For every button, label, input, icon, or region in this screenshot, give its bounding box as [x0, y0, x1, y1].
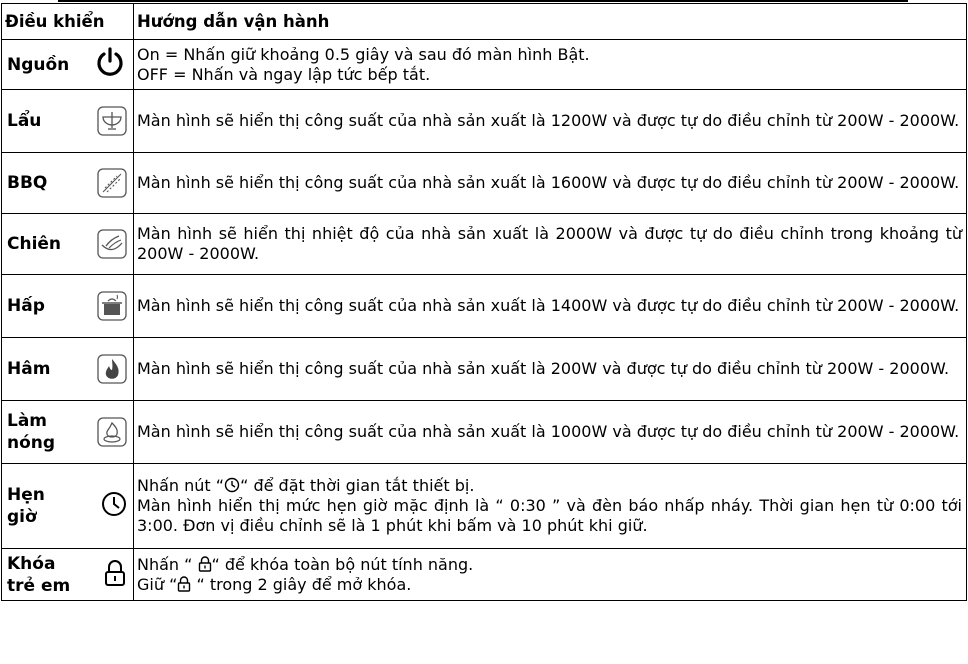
description-cell: [134, 549, 967, 601]
description-line: [137, 555, 962, 575]
table-row: [2, 464, 967, 549]
steam-icon: [97, 291, 127, 321]
table-row: [2, 90, 967, 153]
control-cell: [2, 549, 134, 601]
row-label: Hấp: [7, 296, 45, 316]
lock-icon: [177, 576, 191, 592]
table-row: [2, 275, 967, 338]
header-guide: Hướng dẫn vận hành: [134, 4, 967, 40]
hotpot-icon: [97, 106, 127, 136]
row-label-line: nóng: [7, 433, 56, 453]
description-cell: Màn hình sẽ hiển thị công suất của nhà sản xuất là 1600W và được tự do điều chỉnh từ 200W - 2000W.: [134, 153, 967, 214]
control-table: [1, 3, 967, 601]
control-cell: [2, 338, 134, 401]
row-label: Lẩu: [7, 111, 42, 131]
row-label: [7, 553, 70, 597]
clock-icon: [224, 477, 240, 493]
row-label-line: Làm: [7, 411, 48, 431]
text-fragment: Giữ “: [137, 574, 178, 594]
clock-icon: [101, 491, 127, 521]
description-cell: [134, 40, 967, 90]
description-cell: [134, 464, 967, 549]
control-cell: [2, 464, 134, 549]
description-line: Màn hình hiển thị mức hẹn giờ mặc định là “ 0:30 ” và đèn báo nhấp nháy. Thời gian hẹn từ 0:00 tới 3:00. Đơn vị điều chỉnh sẽ là 1 phút khi bấm và 10 phút khi giữ.: [137, 496, 962, 535]
control-cell: [2, 214, 134, 275]
description-cell: Màn hình sẽ hiển thị công suất của nhà sản xuất là 1200W và được tự do điều chỉnh từ 200W - 2000W.: [134, 90, 967, 153]
control-cell: [2, 90, 134, 153]
header-control: Điều khiển: [2, 4, 134, 40]
text-fragment: Nhấn “: [137, 554, 198, 574]
row-label: Chiên: [7, 234, 62, 254]
table-row: [2, 401, 967, 464]
row-label-line: Khóa: [7, 553, 56, 574]
bbq-icon: [97, 168, 127, 198]
row-label: Hâm: [7, 359, 51, 379]
description-line: [137, 575, 962, 595]
table-header: [2, 4, 967, 40]
description-line: [137, 476, 962, 496]
row-label: [7, 410, 55, 454]
description-cell: Màn hình sẽ hiển thị nhiệt độ của nhà sản xuất là 2000W và được tự do điều chỉnh trong khoảng từ 200W - 2000W.: [134, 214, 967, 275]
text-fragment: “ để khóa toàn bộ nút tính năng.: [211, 554, 474, 574]
row-label: [7, 484, 45, 528]
description-line: OFF = Nhấn và ngay lập tức bếp tắt.: [137, 64, 431, 84]
text-fragment: “ để đặt thời gian tắt thiết bị.: [240, 476, 475, 495]
lock-icon: [103, 559, 127, 591]
control-cell: [2, 40, 134, 90]
text-fragment: “ trong 2 giây để mở khóa.: [191, 574, 412, 594]
table-row: [2, 153, 967, 214]
power-icon: [93, 46, 127, 84]
description-line: On = Nhấn giữ khoảng 0.5 giây và sau đó màn hình Bật.: [137, 44, 590, 64]
description-cell: Màn hình sẽ hiển thị công suất của nhà sản xuất là 1000W và được tự do điều chỉnh từ 200W - 2000W.: [134, 401, 967, 464]
table-row: [2, 338, 967, 401]
control-cell: [2, 275, 134, 338]
row-label-line: Hẹn: [7, 485, 45, 505]
table-row: [2, 549, 967, 601]
text-fragment: Nhấn nút “: [137, 476, 225, 495]
control-cell: [2, 401, 134, 464]
table-row: [2, 214, 967, 275]
table-row: [2, 40, 967, 90]
row-label: BBQ: [7, 173, 48, 193]
control-cell: [2, 153, 134, 214]
description-cell: Màn hình sẽ hiển thị công suất của nhà sản xuất là 1400W và được tự do điều chỉnh từ 200W - 2000W.: [134, 275, 967, 338]
heat-icon: [97, 417, 127, 447]
description-cell: Màn hình sẽ hiển thị công suất của nhà sản xuất là 200W và được tự do điều chỉnh từ 200W - 2000W.: [134, 338, 967, 401]
lock-icon: [198, 556, 212, 572]
flame-icon: [97, 354, 127, 384]
row-label: Nguồn: [7, 54, 70, 75]
top-rule: [58, 0, 908, 2]
fry-icon: [97, 229, 127, 259]
row-label-line: trẻ em: [7, 575, 71, 596]
row-label-line: giờ: [7, 507, 37, 527]
